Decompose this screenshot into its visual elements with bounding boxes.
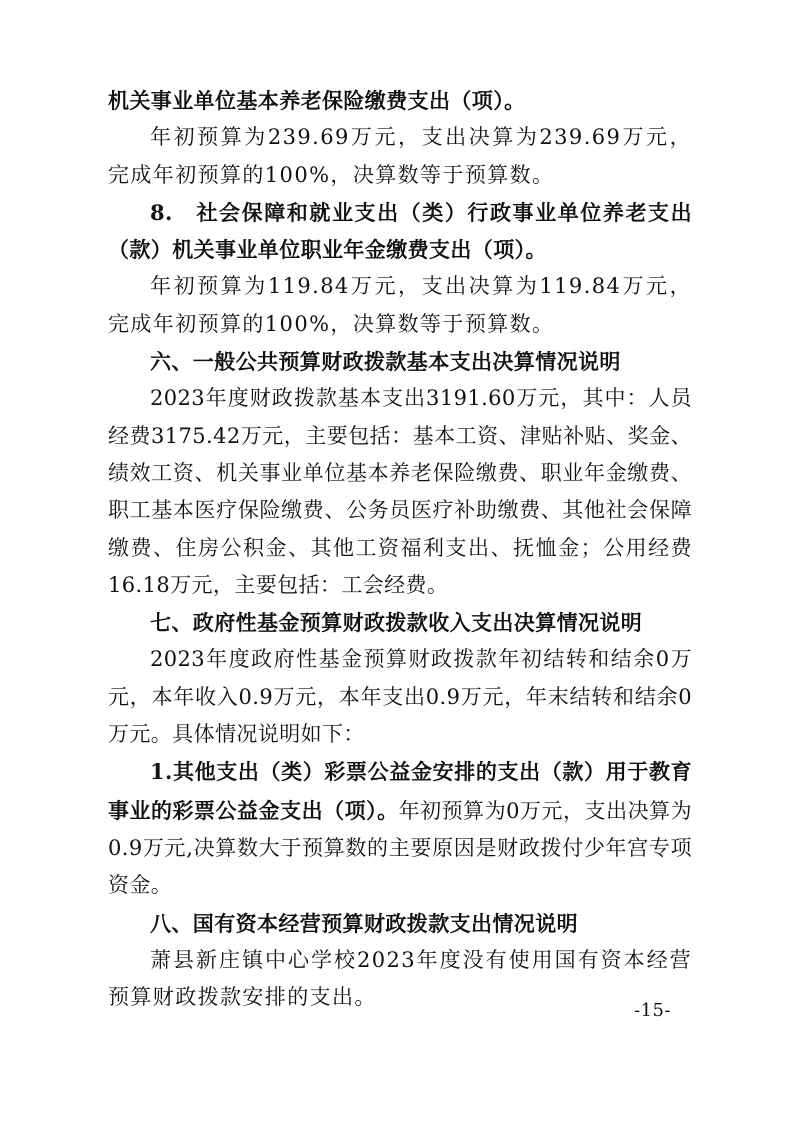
section-heading: 八、国有资本经营预算财政拨款支出情况说明 — [150, 910, 578, 936]
paragraph-body: 年初预算为239.69万元，支出决算为239.69万元，完成年初预算的100%，决算数等于预算数。 — [108, 125, 692, 187]
section-heading: 七、政府性基金预算财政拨款收入支出决算情况说明 — [150, 610, 643, 636]
paragraph-item-heading: 8. 社会保障和就业支出（类）行政事业单位养老支出（款）机关事业单位职业年金缴费支出（项）。 — [108, 199, 692, 263]
paragraph-mixed — [108, 753, 692, 904]
paragraph-body: 萧县新庄镇中心学校2023年度没有使用国有资本经营预算财政拨款安排的支出。 — [108, 947, 692, 1010]
paragraph-bold-lead: 1.其他支出（类）彩票公益金安排的支出（款）用于教育事业的彩票公益金支出（项）。 — [108, 759, 692, 823]
paragraph-body-tail: 年初预算为0万元，支出决算为0.9万元,决算数大于预算数的主要原因是财政拨付少年宫专项资金。 — [108, 798, 692, 898]
paragraph-body: 2023年度政府性基金预算财政拨款年初结转和结余0万元，本年收入0.9万元，本年支出0.9万元，年末结转和结余0万元。具体情况说明如下： — [108, 647, 692, 747]
paragraph-item-heading-cont: 机关事业单位基本养老保险缴费支出（项）。 — [108, 88, 526, 113]
paragraph-body: 年初预算为119.84万元，支出决算为119.84万元，完成年初预算的100%，决算数等于预算数。 — [108, 274, 692, 336]
section-heading: 六、一般公共预算财政拨款基本支出决算情况说明 — [150, 349, 621, 375]
document-page — [108, 82, 692, 1016]
paragraph-body: 2023年度财政拨款基本支出3191.60万元，其中：人员经费3175.42万元，主要包括：基本工资、津贴补贴、奖金、绩效工资、机关事业单位基本养老保险缴费、职业年金缴费、职工基本医疗保险缴费、公务员医疗补助缴费、其他社会保障缴费、住房公积金、其他工资福利支出、抚恤金；公用经费16.18万元，主要包括：工会经费。 — [108, 386, 692, 597]
page-number: -15- — [634, 1000, 672, 1021]
